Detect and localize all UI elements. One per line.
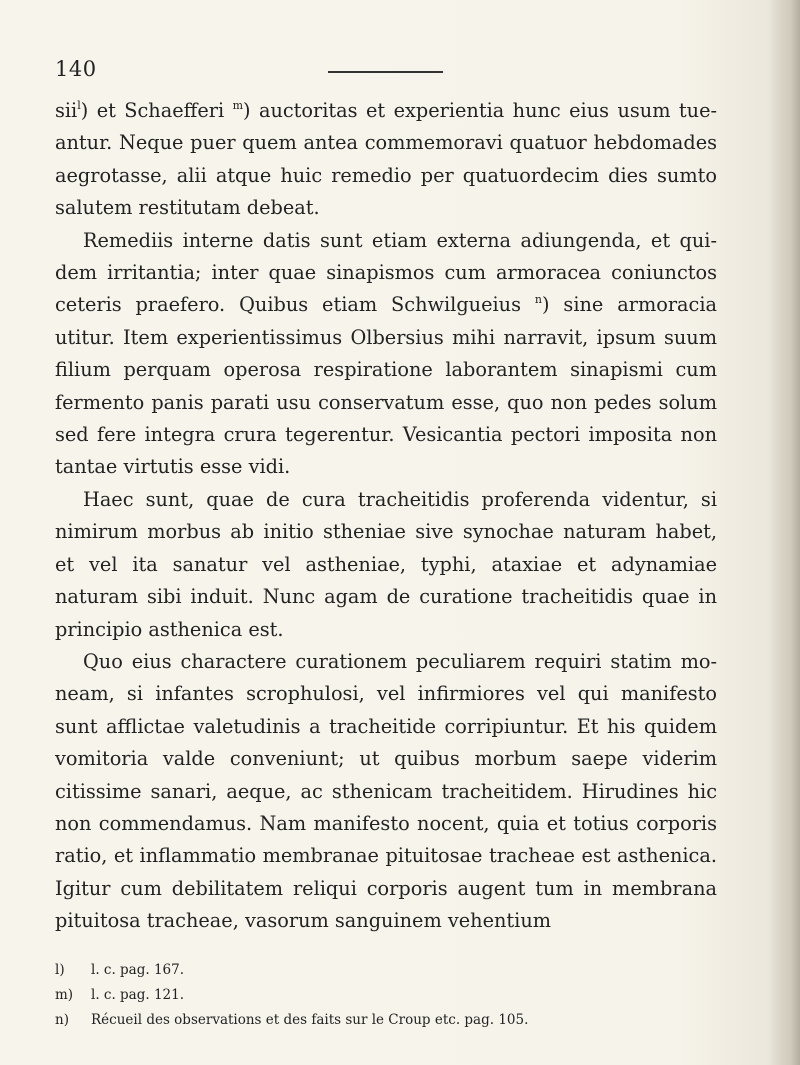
footnote-n: [55, 1008, 717, 1033]
paragraph-1: [55, 95, 717, 225]
footnote-ref-m: m: [232, 99, 244, 112]
paragraph-3: Haec sunt, quae de cura tracheitidis proferenda videntur, si nimirum morbus ab initio stheniae sive synochae naturam habet, et vel ita sanatur vel astheniae, typhi, ataxiae et adynamiae naturam sibi induit. Nunc agam de curatione tracheitidis quae in principio asthenica est.: [55, 487, 717, 641]
paragraph-1-mid: ) et Schaefferi: [80, 99, 225, 122]
footnote-mark: l): [55, 962, 65, 978]
footnote-ref-n: n: [534, 293, 542, 307]
footnote-text: l. c. pag. 167.: [91, 962, 185, 978]
paragraph-4: Quo eius charactere curationem peculiarem requiri statim moneam, si infantes scrophulosi, vel infirmiores vel qui manifesto sunt afflictae valetudinis a tracheitide corripiuntur. Et his quidem vomitoria valde conveniunt; ut quibus morbum saepe viderim citissime sanari, aeque, ac sthenicam tracheitidem. Hirudines hic non commendamus. Nam manifesto nocent, quia et totius corporis ratio, et inflammatio membranae pituitosae tracheae est asthenica. Igitur cum debilitatem reliqui corporis augent tum in membrana pituitosa tracheae, vasorum sanguinem vehentium: [55, 649, 717, 933]
paragraph-1-rest: ) auctoritas et experientia hunc eius usum tueantur. Neque puer quem antea commemoravi quatuor hebdomades aegrotasse, alii atque huic remedio per quatuordecim dies sumto salutem restitutam debeat.: [55, 99, 717, 220]
paragraph-1-lead: sii: [55, 99, 78, 122]
paragraph-2-pre: Remediis interne datis sunt etiam externa adiungenda, et quidem irritantia; inter quae sinapismos cum armoracea coniunctos ceteris praefero. Quibus etiam Schwilgueius: [55, 228, 717, 317]
page-edge-shadow: [768, 0, 800, 1065]
footnote-mark: n): [55, 1012, 69, 1028]
footnotes: [55, 958, 717, 1033]
footnote-mark: m): [55, 987, 74, 1003]
paragraph-2: [55, 225, 717, 484]
footnote-m: [55, 983, 717, 1008]
paragraph-2-post: ) sine armoracia utitur. Item experientissimus Olbersius mihi narravit, ipsum suum filium perquam operosa respiratione laborantem sinapismi cum fermento panis parati usu conservatum esse, quo non pedes solum sed fere integra crura tegerentur. Vesicantia pectori imposita non tantae virtutis esse vidi.: [55, 293, 718, 479]
footnote-ref-l: l: [77, 99, 81, 112]
footnote-text: Récueil des observations et des faits sur le Croup etc. pag. 105.: [91, 1012, 529, 1028]
page-number: 140: [55, 57, 97, 81]
footnote-text: l. c. pag. 121.: [91, 987, 185, 1003]
header-rule: [328, 71, 443, 73]
body-text: [55, 95, 717, 938]
footnote-l: [55, 958, 717, 983]
